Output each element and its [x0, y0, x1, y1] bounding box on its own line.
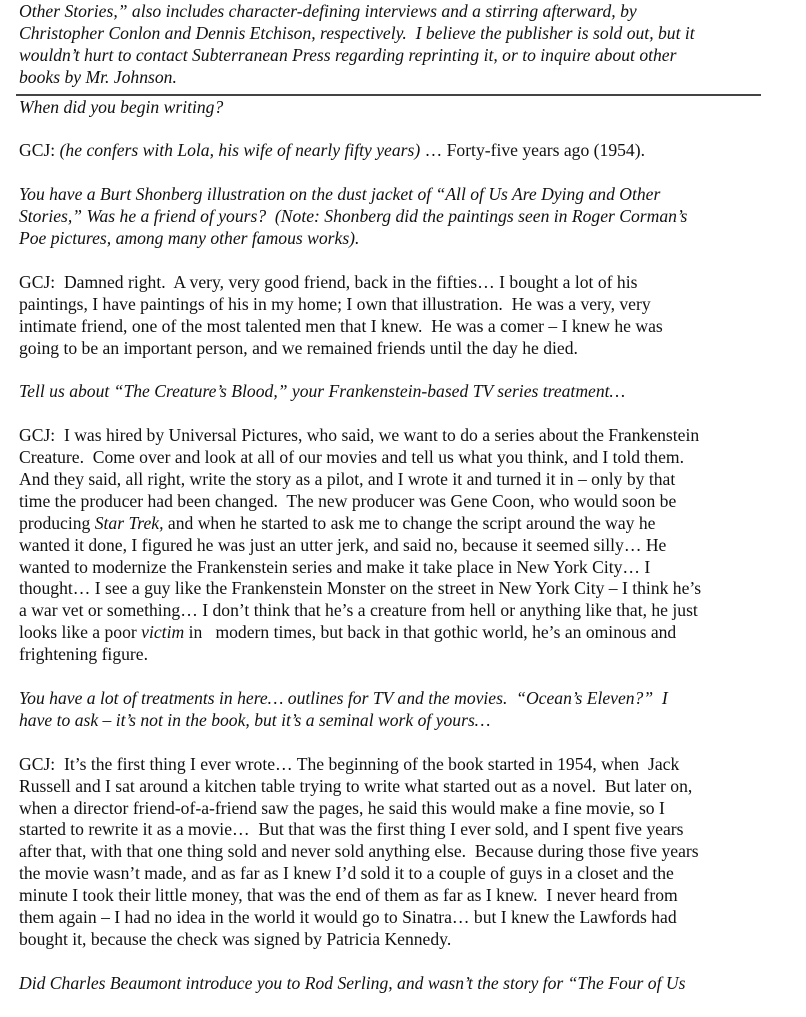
- text-line: paintings, I have paintings of his in my home; I own that illustration. He was a very, very: [19, 293, 651, 314]
- text-line: Christopher Conlon and Dennis Etchison, respectively. I believe the publisher is sold out, but it: [19, 22, 695, 43]
- text-line: them again – I had no idea in the world it would go to Sinatra… but I knew the Lawfords had: [19, 907, 677, 928]
- text-line: bought it, because the check was signed by Patricia Kennedy.: [19, 928, 452, 949]
- text-line: wanted to modernize the Frankenstein series and make it take place in New York City… I: [19, 556, 651, 577]
- text-line: wouldn’t hurt to contact Subterranean Press regarding reprinting it, or to inquire about other: [19, 44, 677, 65]
- text-line: When did you begin writing?: [19, 96, 224, 117]
- text-line: going to be an important person, and we remained friends until the day he died.: [19, 337, 578, 358]
- text-line: books by Mr. Johnson.: [19, 66, 177, 87]
- text-line: [19, 513, 799, 535]
- emphasis-victim: victim: [141, 622, 185, 643]
- speaker-label: GCJ:: [19, 140, 60, 161]
- text-line: GCJ: It’s the first thing I ever wrote… The beginning of the book started in 1954, when Jack: [19, 753, 680, 774]
- section-divider: [16, 94, 761, 96]
- question-paragraph: [19, 973, 799, 995]
- text-line: Tell us about “The Creature’s Blood,” your Frankenstein-based TV series treatment…: [19, 381, 626, 402]
- text-line: GCJ: I was hired by Universal Pictures, who said, we want to do a series about the Frankenstein: [19, 425, 700, 446]
- text-line: Poe pictures, among many other famous works).: [19, 228, 360, 249]
- question-paragraph: [19, 97, 799, 119]
- question-paragraph: [19, 381, 799, 403]
- answer-paragraph: [19, 140, 799, 162]
- text-line: intimate friend, one of the most talented men that I knew. He was a comer – I knew he was: [19, 315, 663, 336]
- text-line: You have a lot of treatments in here… outlines for TV and the movies. “Ocean’s Eleven?” I: [19, 688, 668, 708]
- text-line: minute I took their little money, that was the end of them as far as I knew. I never heard from: [19, 885, 678, 906]
- text-line: when a director friend-of-a-friend saw the pages, he said this would make a fine movie, so I: [19, 797, 665, 818]
- text-line: after that, with that one thing sold and never sold anything else. Because during those five years: [19, 841, 699, 862]
- text-line: the movie wasn’t made, and as far as I knew I’d sold it to a couple of guys in a closet and the: [19, 863, 674, 884]
- text-run: looks like a poor: [19, 622, 142, 643]
- answer-paragraph: [19, 754, 799, 951]
- text-run: producing: [19, 512, 95, 533]
- text-line: started to rewrite it as a movie… But that was the first thing I ever sold, and I spent five years: [19, 819, 684, 840]
- answer-paragraph: [19, 272, 799, 360]
- text-line: a war vet or something… I don’t think that he’s a creature from hell or anything like that, he just: [19, 600, 698, 621]
- stage-direction: (he confers with Lola, his wife of nearly fifty years): [59, 140, 421, 161]
- question-paragraph: [19, 184, 799, 250]
- text-line: Creature. Come over and look at all of our movies and tell us what you think, and I told them.: [19, 447, 684, 468]
- text-line: Stories,” Was he a friend of yours? (Note: Shonberg did the paintings seen in Roger Corman’s: [19, 206, 688, 227]
- answer-paragraph: [19, 425, 799, 666]
- text-line: time the producer had been changed. The new producer was Gene Coon, who would soon be: [19, 490, 677, 511]
- answer-text: … Forty-five years ago (1954).: [420, 140, 645, 161]
- text-line: GCJ: Damned right. A very, very good friend, back in the fifties… I bought a lot of his: [19, 271, 638, 292]
- intro-paragraph: [19, 1, 799, 89]
- text-line: And they said, all right, write the story as a pilot, and I wrote it and turned it in – only by that: [19, 468, 676, 489]
- text-line: frightening figure.: [19, 644, 148, 665]
- text-line: Other Stories,” also includes character-defining interviews and a stirring afterward, by: [19, 1, 637, 21]
- text-line: wanted it done, I figured he was just an utter jerk, and said no, because it seemed silly… He: [19, 534, 667, 555]
- title-star-trek: Star Trek,: [94, 512, 164, 533]
- text-line: Did Charles Beaumont introduce you to Rod Serling, and wasn’t the story for “The Four of Us: [19, 972, 686, 993]
- text-run: in modern times, but back in that gothic world, he’s an ominous and: [184, 622, 677, 643]
- text-line: [19, 622, 799, 644]
- text-line: Russell and I sat around a kitchen table trying to write what started out as a novel. But later on,: [19, 775, 693, 796]
- document-page: [19, 1, 799, 1017]
- text-line: thought… I see a guy like the Frankenstein Monster on the street in New York City – I think he’s: [19, 578, 702, 599]
- text-line: You have a Burt Shonberg illustration on the dust jacket of “All of Us Are Dying and Other: [19, 184, 661, 205]
- question-paragraph: [19, 688, 799, 732]
- text-line: have to ask – it’s not in the book, but it’s a seminal work of yours…: [19, 709, 491, 730]
- text-line: [19, 140, 799, 162]
- text-run: and when he started to ask me to change the script around the way he: [163, 512, 656, 533]
